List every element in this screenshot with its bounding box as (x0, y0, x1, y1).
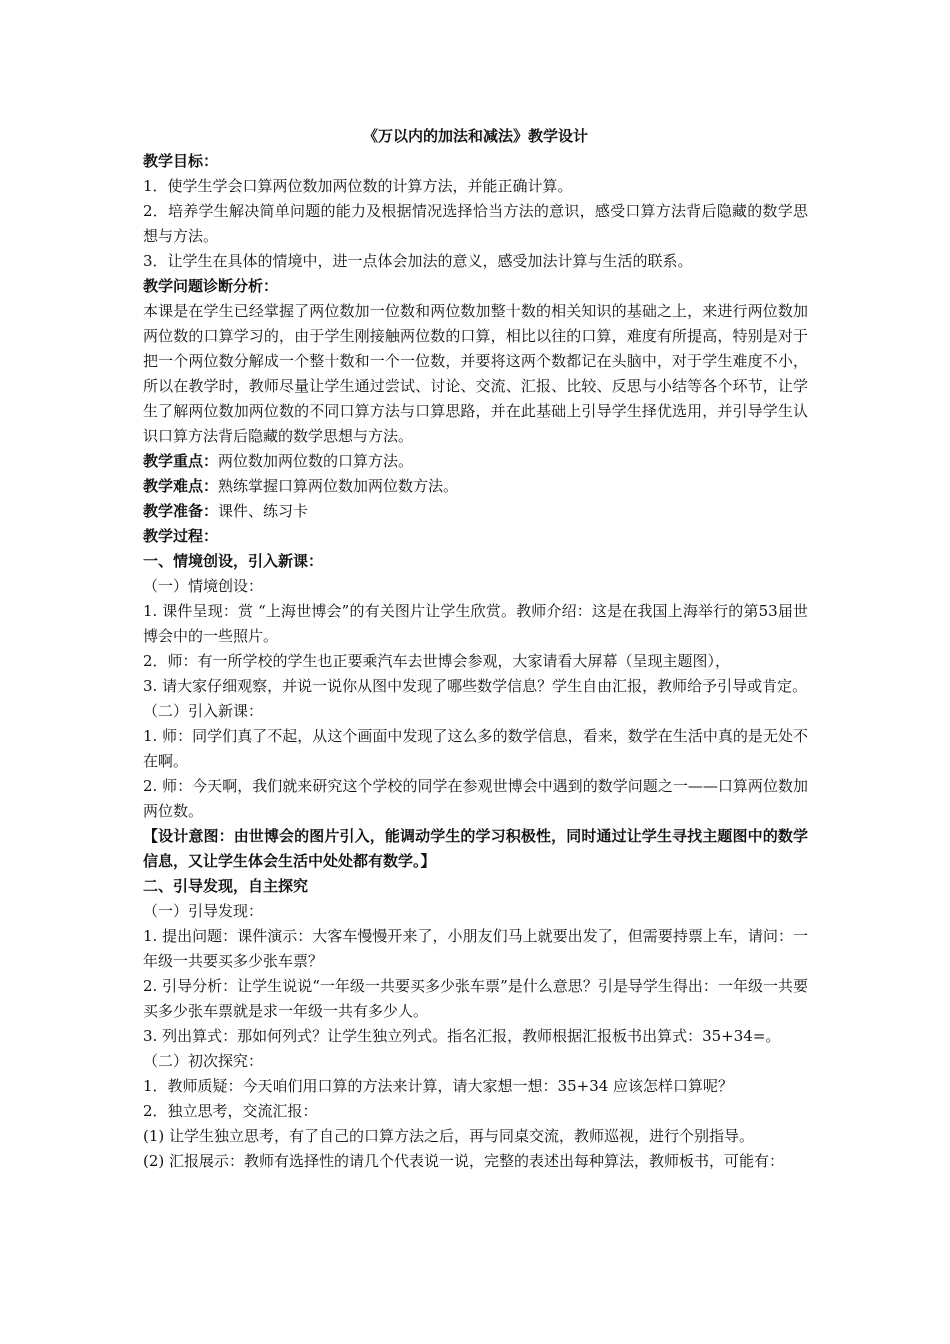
preparation-text: 课件、练习卡 (218, 502, 309, 520)
goals-heading: 教学目标： (143, 152, 219, 170)
part1-item-2: 2．师：有一所学校的学生也正要乘汽车去世博会参观，大家请看大屏幕（呈现主题图）， (143, 652, 731, 670)
part2-subheading-2: （二）初次探究： (143, 1052, 264, 1070)
document-page (143, 124, 808, 1174)
part2-heading: 二、引导发现，自主探究 (143, 877, 309, 895)
key-point (143, 449, 808, 474)
part2-item-2: 2. 引导分析：让学生说说“一年级一共要买多少张车票”是什么意思？引是导学生得出：一年级一共要买多少张车票就是求一年级一共有多少人。 (143, 977, 808, 1020)
part2-item-6: (1) 让学生独立思考，有了自己的口算方法之后，再与同桌交流，教师巡视，进行个别指导。 (143, 1127, 755, 1145)
document-title: 《万以内的加法和减法》教学设计 (362, 127, 588, 145)
part1-item-1: 1. 课件呈现：赏 “上海世博会”的有关图片让学生欣赏。教师介绍：这是在我国上海举行的第53届世博会中的一些照片。 (143, 602, 808, 645)
part1-item-5: 2. 师：今天啊，我们就来研究这个学校的同学在参观世博会中遇到的数学问题之一——口算两位数加两位数。 (143, 777, 808, 820)
part1-heading: 一、情境创设，引入新课： (143, 552, 324, 570)
difficulty-label: 教学难点： (143, 477, 219, 495)
analysis-paragraph: 本课是在学生已经掌握了两位数加一位数和两位数加整十数的相关知识的基础之上，来进行两位数加两位数的口算学习的，由于学生刚接触两位数的口算，相比以往的口算，难度有所提高，特别是对于把一个两位数分解成一个整十数和一个一位数，并要将这两个数都记在头脑中，对于学生难度不小，所以在教学时，教师尽量让学生通过尝试、讨论、交流、汇报、比较、反思与小结等各个环节，让学生了解两位数加两位数的不同口算方法与口算思路，并在此基础上引导学生择优选用，并引导学生认识口算方法背后隐藏的数学思想与方法。 (143, 302, 808, 445)
part1-subheading-1: （一）情境创设： (143, 577, 264, 595)
part2-item-4: 1．教师质疑：今天咱们用口算的方法来计算，请大家想一想：35+34 应该怎样口算呢？ (143, 1077, 734, 1095)
key-point-label: 教学重点： (143, 452, 219, 470)
part1-item-4: 1. 师：同学们真了不起，从这个画面中发现了这么多的数学信息，看来，数学在生活中真的是无处不在啊。 (143, 727, 808, 770)
goal-3: 3．让学生在具体的情境中，进一点体会加法的意义，感受加法计算与生活的联系。 (143, 252, 693, 270)
part1-subheading-2: （二）引入新课： (143, 702, 264, 720)
design-intent: 【设计意图：由世博会的图片引入，能调动学生的学习积极性，同时通过让学生寻找主题图中的数学信息，又让学生体会生活中处处都有数学。】 (143, 827, 808, 870)
difficulty-text: 熟练掌握口算两位数加两位数方法。 (218, 477, 459, 495)
part2-item-1: 1. 提出问题：课件演示：大客车慢慢开来了，小朋友们马上就要出发了，但需要持票上车，请问：一年级一共要买多少张车票？ (143, 927, 808, 970)
preparation (143, 499, 808, 524)
part2-item-5: 2．独立思考，交流汇报： (143, 1102, 318, 1120)
difficulty (143, 474, 808, 499)
part1-item-3: 3. 请大家仔细观察，并说一说你从图中发现了哪些数学信息？学生自由汇报，教师给予引导或肯定。 (143, 677, 808, 695)
analysis-heading: 教学问题诊断分析： (143, 277, 279, 295)
part2-item-7: (2) 汇报展示：教师有选择性的请几个代表说一说，完整的表述出每种算法，教师板书，可能有： (143, 1152, 785, 1170)
goal-1: 1．使学生学会口算两位数加两位数的计算方法，并能正确计算。 (143, 177, 573, 195)
key-point-text: 两位数加两位数的口算方法。 (218, 452, 414, 470)
part2-item-3: 3. 列出算式：那如何列式？让学生独立列式。指名汇报，教师根据汇报板书出算式：35+34=。 (143, 1027, 781, 1045)
part2-subheading-1: （一）引导发现： (143, 902, 264, 920)
goal-2: 2．培养学生解决简单问题的能力及根据情况选择恰当方法的意识，感受口算方法背后隐藏的数学思想与方法。 (143, 202, 808, 245)
process-heading: 教学过程： (143, 527, 219, 545)
preparation-label: 教学准备： (143, 502, 219, 520)
